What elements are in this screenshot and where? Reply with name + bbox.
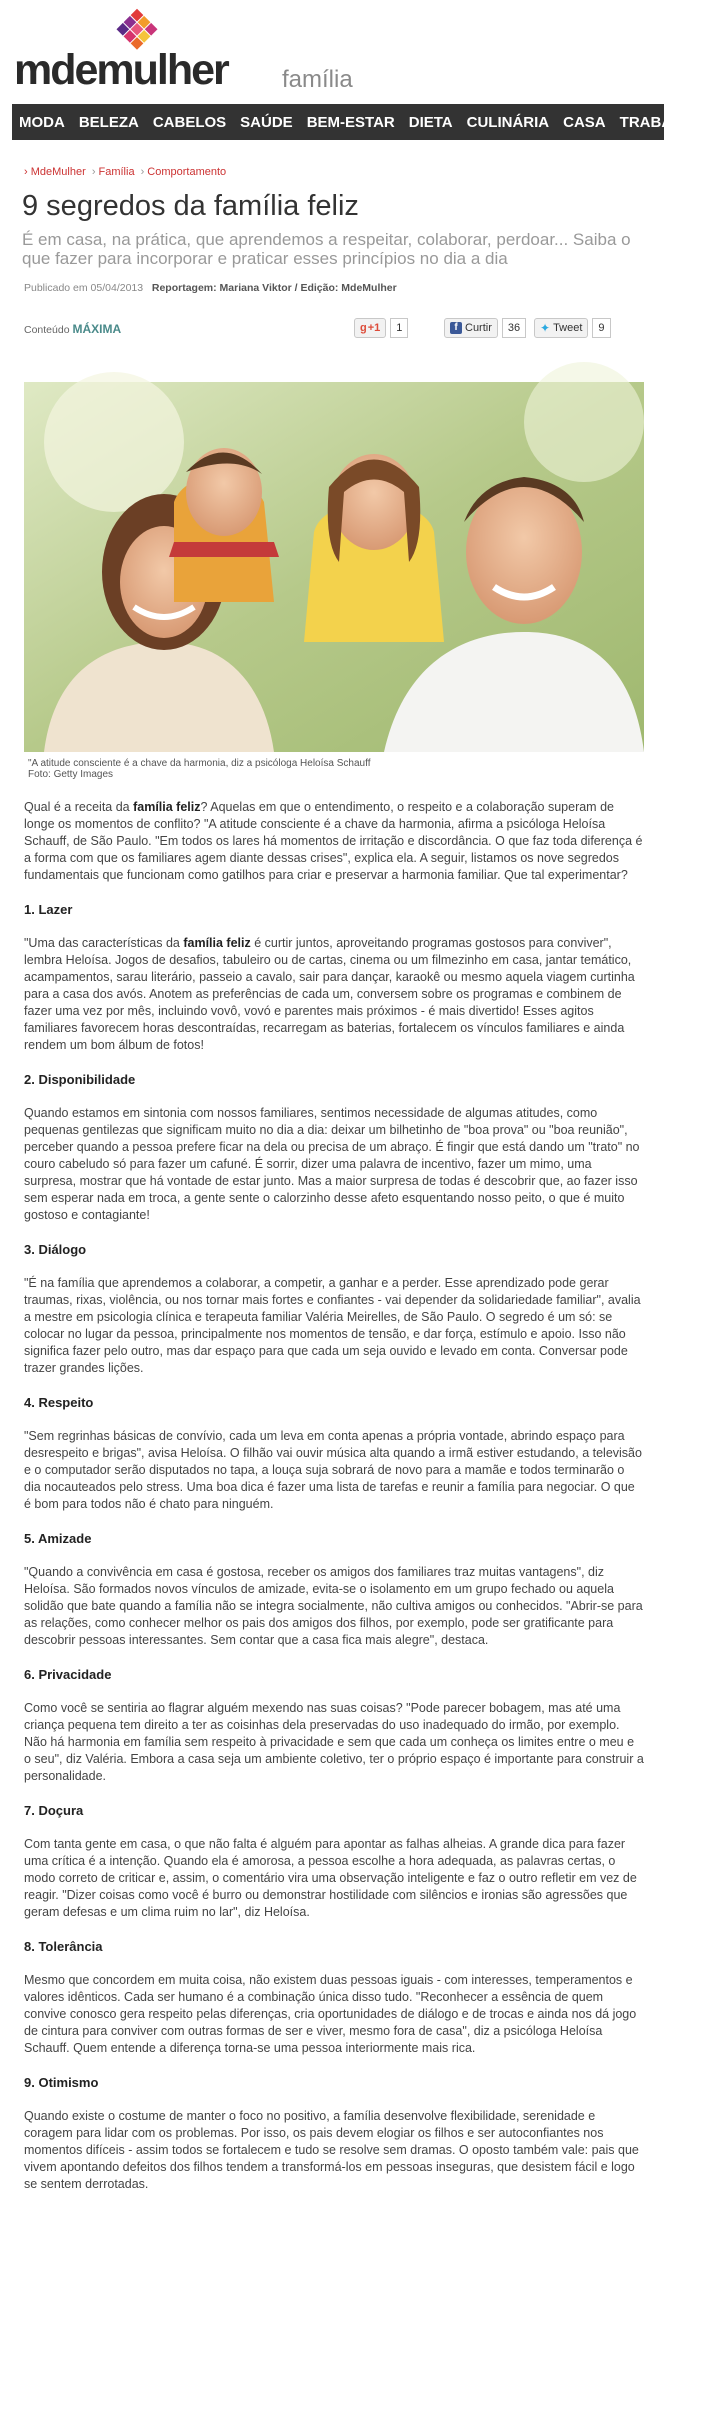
gplus-label: +1 [367, 322, 381, 334]
main-nav [12, 104, 704, 140]
family-photo [24, 382, 644, 752]
section-heading: 8. Tolerância [24, 1939, 103, 1954]
breadcrumb-sep: › [91, 166, 96, 178]
section-paragraph: "Quando a convivência em casa é gostosa, receber os amigos dos familiares traz muitas vantagens", diz Heloísa. São formados novos vínculos de amizade, evita-se o isolamento em um grupo fechado ou aquela solidão que bate quando a família não se integra socialmente, não cultiva amigos ou conhecidos. "Abrir-se para as relações, como conhecer melhor os pais dos amigos dos filhos, por exemplo, pode ser gratificante para descobrir pessoas interessantes. Sem contar que a casa fica mais alegre", destaca. [24, 1565, 643, 1647]
twitter-share [534, 318, 611, 338]
breadcrumb-comportamento[interactable]: Comportamento [147, 166, 227, 178]
photo-credit: Foto: Getty Images [28, 769, 114, 780]
breadcrumb-sep: › [24, 166, 31, 178]
brand-logo[interactable]: mdemulher [14, 46, 228, 94]
nav-casa[interactable]: CASA [563, 113, 606, 131]
nav-cabelos[interactable]: CABELOS [152, 113, 227, 131]
content-label: Conteúdo [24, 324, 70, 336]
gplus-count: 1 [390, 318, 408, 338]
publish-date: Publicado em 05/04/2013 [24, 282, 144, 294]
section-heading: 6. Privacidade [24, 1667, 112, 1682]
gplus-button[interactable] [354, 318, 386, 338]
section-heading: 7. Doçura [24, 1803, 84, 1818]
twitter-bird-icon: ✦ [540, 321, 551, 335]
section-heading: 1. Lazer [24, 902, 73, 917]
nav-trabalho[interactable]: TRABALHO [619, 113, 704, 131]
byline [24, 282, 397, 294]
section-paragraph: Como você se sentiria ao flagrar alguém mexendo nas suas coisas? "Pode parecer bobagem, mas até uma criança pequena tem direito a ter as coisinhas dela preservadas do uso inadequado do irmão, por exemplo. Não há harmonia em família sem respeito à privacidade e sem que cada um conheça os limites entre o meu e o seu", diz Valéria. Embora a casa seja um ambiente coletivo, ter o próprio espaço é importante para construir a personalidade. [24, 1701, 644, 1783]
page-title: 9 segredos da família feliz [22, 190, 359, 222]
intro-text: ? Aquelas em que o entendimento, o respeito e a colaboração superam de longe os momentos de conflito? "A atitude consciente é a chave da harmonia, afirma a psicóloga Heloísa Schauff, de São Paulo. "Em todos os lares há momentos de irritação e discordância. O que faz toda diferença é a forma com que os familiares agem diante dessas crises", explica ela. A seguir, listamos os nove segredos fundamentais que funcionam como gatilhos para criar e preservar a harmonia familiar. Que tal experimentar? [24, 800, 643, 882]
content-source [24, 322, 121, 336]
section-heading: 9. Otimismo [24, 2075, 99, 2090]
content-source-name[interactable]: MÁXIMA [72, 322, 122, 336]
section-heading: 4. Respeito [24, 1395, 94, 1410]
nav-dieta[interactable]: DIETA [408, 113, 453, 131]
section-paragraph [24, 935, 644, 1054]
section-paragraph: Com tanta gente em casa, o que não falta é alguém para apontar as falhas alheias. A grande dica para fazer uma crítica é a intenção. Quando ela é amorosa, a pessoa escolhe a hora adequada, as palavras certas, o modo correto de criticar e, assim, o comentário vira uma observação inteligente e faz o outro refletir em vez de reagir. "Dizer coisas como você é burro ou demonstrar hostilidade com silêncios e ironias são agressões que geram defesas e um clima ruim no lar", diz Heloísa. [24, 1837, 637, 1919]
nav-beleza[interactable]: BELEZA [78, 113, 139, 131]
breadcrumb-sep: › [140, 166, 145, 178]
section-paragraph: Mesmo que concordem em muita coisa, não existem duas pessoas iguais - com interesses, temperamentos e valores idênticos. Cada ser humano é a combinação única disso tudo. "Reconhecer a essência de quem convive conosco gera respeito pelas diferenças, cria oportunidades de diálogo e de trocas e ainda nos dá jogo de cintura para conviver com outras formas de ser e viver, mesmo fora de casa", diz a psicóloga Heloísa Schauff. Quem entende a diferença torna-se uma pessoa interiormente mais rica. [24, 1973, 637, 2055]
section-heading: 3. Diálogo [24, 1242, 87, 1257]
intro-paragraph [24, 799, 644, 884]
section-paragraph: Quando estamos em sintonia com nossos familiares, sentimos necessidade de algumas atitudes, como pequenas gentilezas que significam muito no dia a dia: deixar um bilhetinho de "boa prova" ou "boa reunião", perceber quando a pessoa prefere ficar na dela ou precisa de um abraço. É fingir que está dando um "trato" no couro cabeludo só para fazer um cafuné. É sorrir, dizer uma palavra de incentivo, fazer um mimo, uma surpresa, mostrar que há vontade de estar junto. Mas a maior surpresa de todas é descobrir que, ao fazer isso sem esperar nada em troca, a gente sente o calorzinho desse afeto esquentando nosso peito, o que é muito gostoso e contagiante! [24, 1106, 640, 1222]
intro-text: Qual é a receita da [24, 800, 134, 814]
nav-moda[interactable]: MODA [19, 113, 65, 131]
tweet-count: 9 [592, 318, 610, 338]
facebook-like-button[interactable] [444, 318, 498, 338]
photo-caption [28, 758, 370, 780]
tweet-button[interactable] [534, 318, 588, 338]
paragraph-text: "Uma das características da [24, 936, 184, 950]
section-paragraph: "É na família que aprendemos a colaborar, a competir, a ganhar e a perder. Esse aprendizado pode gerar traumas, rixas, violência, ou nos tornar mais fortes e confiantes - vai depender da solidariedade familiar", avalia a mestre em psicologia clínica e terapeuta familiar Valéria Meirelles, de São Paulo. O segredo é um só: se colocar no lugar da pessoa, principalmente nos momentos de tensão, e dar força, estímulo e apoio. Isso não significa fazer pelo outro, mas dar espaço para que cada um seja ouvido e levado em conta. Conversar pode trazer grandes lições. [24, 1276, 641, 1375]
article-body [24, 799, 644, 2210]
breadcrumb [24, 166, 226, 178]
facebook-label: Curtir [465, 322, 492, 334]
facebook-icon: f [450, 322, 462, 334]
facebook-share [444, 318, 526, 338]
tweet-label: Tweet [553, 322, 583, 334]
section-paragraph: "Sem regrinhas básicas de convívio, cada um leva em conta apenas a própria vontade, abrindo espaço para desrespeito e brigas", avisa Heloísa. O filhão vai ouvir música alta quando a irmã estiver estudando, a televisão e o computador serão disputados no tapa, a louça suja sobrará de novo para a mamãe e todos terminarão o dia nocauteados pelo stress. Uma boa dica é fazer uma lista de tarefas e reunir a família para negociar. O que é bom para todos não é chato para ninguém. [24, 1429, 642, 1511]
keyword-link[interactable]: família feliz [183, 936, 251, 950]
nav-bem-estar[interactable]: BEM-ESTAR [306, 113, 395, 131]
section-paragraph: Quando existe o costume de manter o foco no positivo, a família desenvolve flexibilidade, serenidade e coragem para lidar com os problemas. Por isso, os pais devem elogiar os filhos e ser autoconfiantes nos momentos difíceis - assim todos se fortalecem e tudo se resolve sem dramas. O oposto também vale: pais que vivem apontando defeitos dos filhos tendem a transformá-los em pessoas inseguras, que desistem fácil e logo se sentem derrotadas. [24, 2109, 639, 2191]
paragraph-text: é curtir juntos, aproveitando programas gostosos para conviver", lembra Heloísa. Jogos de desafios, tabuleiro ou de cartas, cinema ou um filmezinho em casa, jantar temático, acampamentos, sarau literário, passeio a cavalo, sair para dançar, karaokê ou mesmo aquela viagem curtinha para a casa dos avós. Anotem as preferências de cada um, conversem sobre os programas e combinem de fazer uma vez por mês, incluindo vovô, vovó e parentes mais próximos - é mais divertido! Esses agitos familiares favorecem horas descontraídas, recarregam as baterias, fortalecem os vínculos familiares e ainda rendem um bom álbum de fotos! [24, 936, 635, 1052]
caption-text: "A atitude consciente é a chave da harmonia, diz a psicóloga Heloísa Schauff [28, 758, 371, 769]
site-header [0, 0, 664, 102]
section-heading: 5. Amizade [24, 1531, 92, 1546]
facebook-count: 36 [502, 318, 526, 338]
nav-saude[interactable]: SAÚDE [240, 113, 293, 131]
credits: Reportagem: Mariana Viktor / Edição: MdeMulher [151, 282, 397, 294]
section-name[interactable]: família [282, 66, 353, 93]
breadcrumb-familia[interactable]: Família [98, 166, 135, 178]
nav-culinaria[interactable]: CULINÁRIA [466, 113, 550, 131]
gplus-icon: g [360, 322, 367, 334]
article-lead: É em casa, na prática, que aprendemos a respeitar, colaborar, perdoar... Saiba o que fazer para incorporar e praticar esses princípios no dia a dia [22, 230, 631, 268]
keyword-link[interactable]: família feliz [133, 800, 201, 814]
gplus-share [354, 318, 408, 338]
section-heading: 2. Disponibilidade [24, 1072, 136, 1087]
breadcrumb-home[interactable]: MdeMulher [30, 166, 86, 178]
